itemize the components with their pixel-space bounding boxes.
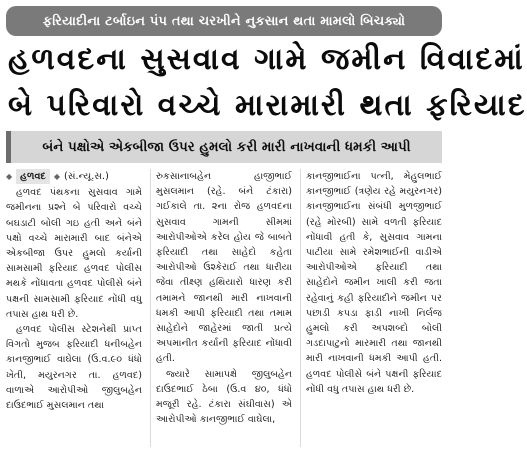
- article-paragraph: જ્યારે સામાપક્ષે જીલુબહેન દાઉદભાઈ ઠેબા (ઉ.વ ૪૦, ધંધો મજૂરી રહે. ટંકારા સંઘીવાસ) એ આરોપીઓ કાનજીભાઈ વાઘેલા,: [156, 368, 292, 426]
- dateline-ornament-icon: ◆: [6, 172, 13, 181]
- kicker-text: ફરિયાદીના ટર્બાઇન પંપ તથા ચરખીને નુકસાન થતા મામલો બિચક્યો: [42, 13, 406, 29]
- subdeck-banner: [6, 131, 442, 163]
- headline-line-1: હળવદના સુસવાવ ગામે જમીન વિવાદમાં: [8, 42, 525, 77]
- article-paragraph: કાનજીભાઈના પત્ની, મેહુલભાઈ કાનજીભાઈ (ત્રણેય રહે મયુરનગર) કાનજીભાઈના સંબંધી મુળજીભાઈ (રહે મોરબી) સામે વળતી ફરિયાદ નોંધાવી હતી કે, સુસવાવ ગામના પાટીયા સામે રમેશભાઈની વાડીએ આરોપીઓએ ફરિયાદી તથા સાહેદોને જમીન ખાલી કરી જતા રહેવાનું કહી ફરિયાદીને જમીન પર પછાડી કપડા ફાડી નાખી નિર્લજ હુમલો કરી અપશબ્દો બોલી ગડદાપાટુનો મારમારી તથા જાનથી મારી નાખવાની ધમકી આપી હતી. હળવદ પોલીસે બંને પક્ષની ફરિયાદ નોંધી વધુ તપાસ હાથ ધરી છે.: [306, 171, 442, 395]
- headline-line-2: બે પરિવારો વચ્ચે મારામારી થતા ફરિયાદ: [8, 88, 527, 123]
- article-paragraph: હળવદ પોલીસ સ્ટેશનેથી પ્રાપ્ત વિગતો મુજબ ફરિયાદી ધનીબહેન કાનજીભાઈ વાઘેલા (ઉ.વ.૯૦ ધંધો ખેતી, મયુરનગર તા. હળવદ) વાળાએ આરોપીઓ જીલુબહેન દાઉદભાઈ મુસલમાન તથા: [6, 324, 142, 412]
- article-column-1: [6, 169, 142, 447]
- dateline-place: હળવદ: [16, 169, 50, 184]
- dateline-source: (સં.ન્યૂ.સ.): [63, 171, 109, 182]
- article-column-2: [150, 169, 292, 447]
- article-body: [6, 169, 442, 447]
- dateline-ornament-icon: ◆: [53, 172, 60, 181]
- kicker-banner: [6, 6, 442, 36]
- article-paragraph: હળવદ પંથકના સુસવાવ ગામે જમીનના પ્રશ્ને બે પરિવારો વચ્ચે બઘડાટી બોલી ગઇ હતી અને બંને પક્ષો વચ્ચે મારામારી બાદ બંનેએ એકબીજા ઉપર હુમલો કર્યાની સામસામી ફરિયાદ હળવદ પોલીસ મથકે નોંધાવતા હળવદ પોલીસે બંને પક્ષની સામસામી ફરિયાદ નોંધી વધુ તપાસ હાથ ધરી છે.: [6, 187, 142, 320]
- subdeck-text: બંને પક્ષોએ એકબીજા ઉપર હુમલો કરી મારી નાખવાની ધમકી આપી: [42, 139, 411, 155]
- article-paragraph: રુકસાનાબહેન હાજીભાઈ મુસલમાન (રહે. બંને ટંકારા) ગઈકાલે તા. ૨ના રોજ હળવદના સુસવાવ ગામની સીમમાં આરોપીઓએ કરેલ હોય જે બાબતે ફરિયાદી તથા સાહેદો કહેતા આરોપીઓ ઉશ્કેરાઈ તથા ધારીયા જેવા તીક્ષ્ણ હથિયારો ધારણ કરી તમામને જાનથી મારી નાખવાની ધમકી આપી ફરિયાદી તથા તમામ સાહેદોને જાહેરમાં જાતી પ્રત્યે અપમાનીત કર્યાની ફરિયાદ નોંધાવી હતી.: [156, 171, 292, 365]
- dateline: [6, 169, 142, 184]
- article-column-3: [300, 169, 442, 447]
